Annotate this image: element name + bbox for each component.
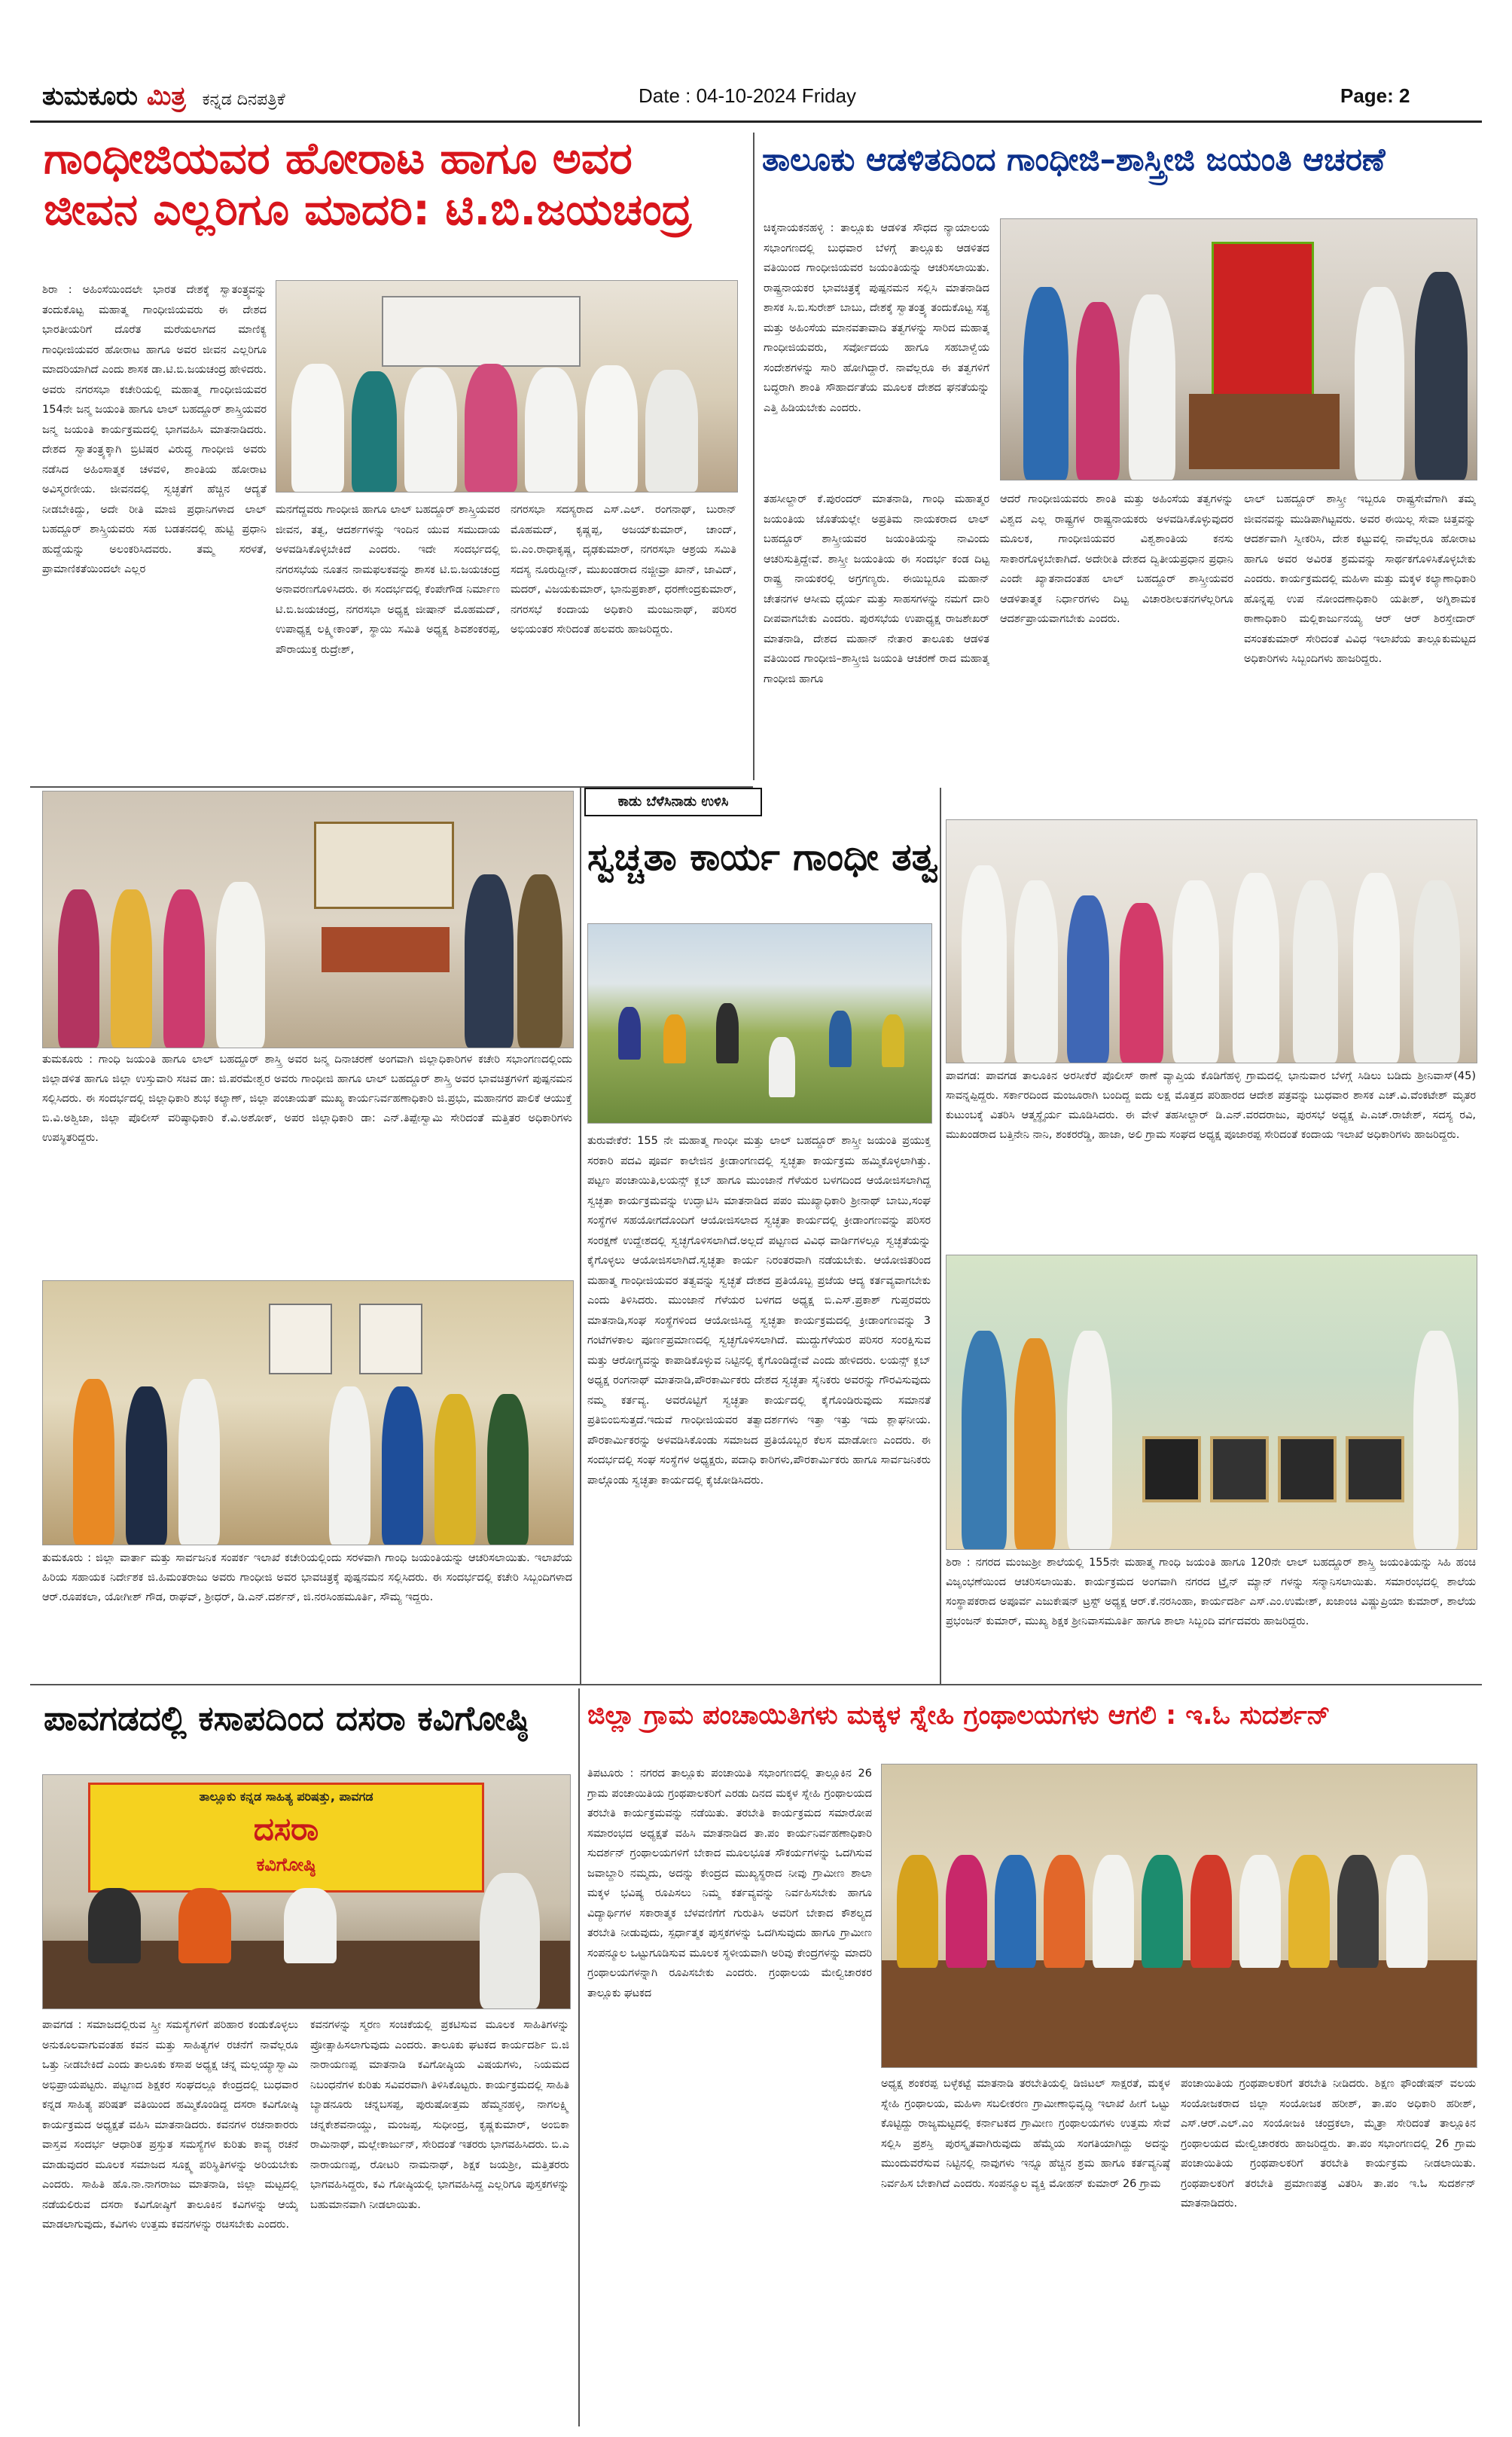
photo-person: [382, 1386, 423, 1545]
photo-person: [1044, 1855, 1085, 1968]
photo-person: [352, 371, 397, 492]
taluk-headline: ತಾಲೂಕು ಆಡಳಿತದಿಂದ ಗಾಂಧೀಜಿ–ಶಾಸ್ತ್ರೀಜಿ ಜಯಂತಿ ಆಚರಣೆ: [762, 141, 1385, 178]
photo-person: [1415, 272, 1468, 480]
taluk-photo: [1000, 218, 1477, 480]
photo-person: [1233, 873, 1279, 1063]
page-number: Page: 2: [1340, 84, 1410, 107]
dasara-banner: [88, 1783, 484, 1893]
dasara-col2: ಕವನಗಳನ್ನು ಸ್ಮರಣ ಸಂಚಿಕೆಯಲ್ಲಿ ಪ್ರಕಟಿಸುವ ಮೂಲಕ ಸಾಹಿತಿಗಳನ್ನು ಪ್ರೋತ್ಸಾಹಿಸಲಾಗುವುದು ಎಂದರು. ತಾಲೂಕು ಘಟಕದ ಕಾರ್ಯದರ್ಶಿ ಬಿ.ಜಿ ನಾರಾಯಣಪ್ಪ ಮಾತನಾಡಿ ಕವಿಗೋಷ್ಠಿಯ ವಿಷಯಗಳು, ನಿಯಮದ ನಿಬಂಧನೆಗಳ ಕುರಿತು ಸವಿವರವಾಗಿ ತಿಳಿಸಿಕೊಟ್ಟರು. ಕಾರ್ಯಕ್ರಮದಲ್ಲಿ ಸಾಹಿತಿ ಬ್ಯಾಡನೂರು ಚನ್ನಬಸಪ್ಪ, ಪುರುಷೋತ್ತಮ ಹೆಮ್ಮನಹಳ್ಳಿ, ನಾಗಲಕ್ಷ್ಮಿ ಚನ್ನಕೇಶವನಾಯ್ಡು, ಮಂಜಪ್ಪ, ಸುಧೀಂದ್ರ, ಕೃಷ್ಣಕುಮಾರ್, ಅಂಬಿಕಾ ರಾಮಿನಾಥ್, ಮಲ್ಲೇಕಾರ್ಜುನ್, ಸೇರಿದಂತೆ ಇತರರು ಭಾಗವಹಿಸಿದರು. ಬಿ.ಎ ನಾರಾಯಣಪ್ಪ, ರೋಟರಿ ನಾಮನಾಥ್, ಶಿಕ್ಷಕ ಜಯಶ್ರೀ, ಮತ್ತಿತರರು ಭಾಗವಹಿಸಿದ್ದರು, ಕವಿ ಗೋಷ್ಠಿಯಲ್ಲಿ ಭಾಗವಹಿಸಿದ್ದ ಎಲ್ಲರಿಗೂ ಪುಸ್ತಕಗಳನ್ನು ಬಹುಮಾನವಾಗಿ ನೀಡಲಾಯಿತು.: [310, 2019, 569, 2211]
photo-person: [1190, 1855, 1232, 1968]
column-divider: [753, 133, 754, 780]
photo-person: [962, 1331, 1007, 1549]
photo-person: [1093, 1855, 1134, 1968]
gandhi-horata-col2: ಮನಗೆದ್ದವರು ಗಾಂಧೀಜಿ ಹಾಗೂ ಲಾಲ್ ಬಹದ್ದೂರ್ ಶಾಸ್ತ್ರಿಯವರ ಜೀವನ, ತತ್ವ, ಆದರ್ಶಗಳನ್ನು ಇಂದಿನ ಯುವ ಸಮುದಾಯ ಅಳವಡಿಸಿಕೊಳ್ಳಬೇಕಿದೆ ಎಂದರು. ಇದೇ ಸಂದರ್ಭದಲ್ಲಿ ನಗರಸಭೆಯ ನೂತನ ನಾಮಫಲಕವನ್ನು ಶಾಸಕ ಟಿ.ಬಿ.ಜಯಚಂದ್ರ ಅನಾವರಣಗೊಳಿಸಿದರು. ಈ ಸಂದರ್ಭದಲ್ಲಿ ಕೆಂಪೇಗೌಡ ನಿರ್ಮಾಣ ಟಿ.ಬಿ.ಜಯಚಂದ್ರ, ನಗರಸಭಾ ಅಧ್ಯಕ್ಷ ಜೀಷಾನ್ ಮೊಹಮದ್, ಉಪಾಧ್ಯಕ್ಷ ಲಕ್ಷ್ಮೀಕಾಂತ್, ಸ್ಥಾಯಿ ಸಮಿತಿ ಅಧ್ಯಕ್ಷ ಶಿವಶಂಕರಪ್ಪ, ಪೌರಾಯುಕ್ತ ರುದ್ರೇಶ್,: [276, 504, 500, 656]
swachhata-photo: [587, 923, 932, 1124]
photo-person: [962, 865, 1007, 1063]
pavagada-photo: [946, 819, 1477, 1063]
photo-person: [487, 1394, 529, 1545]
conference-table: [882, 1960, 1477, 2067]
masthead-name-2: ಮಿತ್ರ: [146, 81, 186, 111]
photo-person: [517, 874, 562, 1048]
portrait-4: [1346, 1436, 1404, 1502]
masthead-name-1: ತುಮಕೂರು: [42, 81, 138, 111]
tumkur-dc-caption: ತುಮಕೂರು : ಗಾಂಧಿ ಜಯಂತಿ ಹಾಗೂ ಲಾಲ್ ಬಹದ್ದೂರ್ ಶಾಸ್ತ್ರಿ ಅವರ ಜನ್ಮ ದಿನಾಚರಣೆ ಅಂಗವಾಗಿ ಜಿಲ್ಲಾಧಿಕಾರಿಗಳ ಕಚೇರಿ ಸಭಾಂಗಣದಲ್ಲಿಂದು ಜಿಲ್ಲಾಡಳಿತ ಹಾಗೂ ಜಿಲ್ಲಾ ಉಸ್ತುವಾರಿ ಸಚಿವ ಡಾ: ಜಿ.ಪರಮೇಶ್ವರ ಅವರು ಗಾಂಧೀಜಿ ಹಾಗೂ ಲಾಲ್ ಬಹದ್ದೂರ್ ಶಾಸ್ತ್ರಿ ಅವರ ಭಾವಚಿತ್ರಗಳಿಗೆ ಪುಷ್ಪನಮನ ಸಲ್ಲಿಸಿದರು. ಈ ಸಂದರ್ಭದಲ್ಲಿ ಜಿಲ್ಲಾಧಿಕಾರಿ ಶುಭ ಕಲ್ಯಾಣ್, ಜಿಲ್ಲಾ ಪಂಚಾಯತ್ ಮುಖ್ಯ ಕಾರ್ಯನಿರ್ವಹಣಾಧಿಕಾರಿ ಜಿ.ಪ್ರಭು, ಮಹಾನಗರ ಪಾಲಿಕೆ ಆಯುಕ್ತೆ ಬಿ.ವಿ.ಅಶ್ವಿಜಾ, ಜಿಲ್ಲಾ ಪೊಲೀಸ್ ವರಿಷ್ಠಾಧಿಕಾರಿ ಕೆ.ವಿ.ಅಶೋಕ್, ಅಪರ ಜಿಲ್ಲಾಧಿಕಾರಿ ಡಾ: ಎನ್.ತಿಪ್ಪೇಸ್ವಾಮಿ ಸೇರಿದಂತೆ ಮತ್ತಿತರ ಅಧಿಕಾರಿಗಳು ಉಪಸ್ಥಿತರಿದ್ದರು.: [42, 1054, 572, 1144]
masthead-tagline: ಕನ್ನಡ ದಿನಪತ್ರಿಕೆ: [202, 90, 285, 109]
photo-person: [1120, 903, 1163, 1063]
photo-person: [618, 1007, 641, 1060]
photo-person: [1023, 287, 1068, 480]
photo-person: [645, 370, 698, 492]
taluk-col1-bottom: ತಹಸೀಲ್ದಾರ್ ಕೆ.ಪುರಂದರ್ ಮಾತನಾಡಿ, ಗಾಂಧಿ ಮಹಾತ್ಮರ ಜಯಂತಿಯ ಜೊತೆಯಲ್ಲೇ ಅಪ್ರತಿಮ ನಾಯಕರಾದ ಲಾಲ್ ಬಹದ್ದೂರ್ ಶಾಸ್ತ್ರೀಯವರ ಜಯಂತಿಯನ್ನು ನಾವಿಂದು ಆಚರಿಸುತ್ತಿದ್ದೇವೆ. ಶಾಸ್ತ್ರೀ ಜಯಂತಿಯ ಈ ಸಂದರ್ಭ ಕಂಡ ದಿಟ್ಟ ರಾಷ್ಟ್ರ ನಾಯಕರಲ್ಲಿ ಅಗ್ರಗಣ್ಯರು. ಈಯಿಬ್ಬರೂ ಮಹಾನ್ ಚೇತನಗಳ ಆಸೀಮ ಧೈರ್ಯ ಮತ್ತು ಸಾಹಸಗಳನ್ನು ನಮಗೆ ದಾರಿ ದೀಪವಾಗಬೇಕು ಎಂದರು. ಪುರಸಭೆಯ ಉಪಾಧ್ಯಕ್ಷ ರಾಜಶೇಖರ್ ಮಾತನಾಡಿ, ದೇಶದ ಮಹಾನ್ ನೇತಾರ ತಾಲೂಕು ಆಡಳಿತ ವತಿಯಿಂದ ಗಾಂಧೀಜಿ–ಶಾಸ್ತ್ರೀಜಿ ಜಯಂತಿ ಆಚರಣೆ ರಾದ ಮಹಾತ್ಮ ಗಾಂಧೀಜಿ ಹಾಗೂ: [764, 493, 989, 685]
photo-person: [946, 1855, 987, 1968]
tumkur-dc-photo: [42, 791, 574, 1048]
gandhi-horata-col1: ಶಿರಾ : ಅಹಿಂಸೆಯಿಂದಲೇ ಭಾರತ ದೇಶಕ್ಕೆ ಸ್ವಾತಂತ್ರ್ಯವನ್ನು ತಂದುಕೊಟ್ಟ ಮಹಾತ್ಮ ಗಾಂಧೀಜಿಯವರು ಈ ದೇಶದ ಭಾರತೀಯರಿಗೆ ದೊರೆತ ಮರೆಯಲಾಗದ ಮಾಣಿಕ್ಯ ಗಾಂಧೀಜಿಯವರ ಹೋರಾಟ ಹಾಗೂ ಅವರ ಜೀವನ ಎಲ್ಲರಿಗೂ ಮಾದರಿಯಾಗಿದೆ ಎಂದು ಶಾಸಕ ಡಾ.ಟಿ.ಬಿ.ಜಯಚಂದ್ರ ಹೇಳಿದರು. ಅವರು ನಗರಸಭಾ ಕಚೇರಿಯಲ್ಲಿ ಮಹಾತ್ಮ ಗಾಂಧೀಜಿಯವರ 154ನೇ ಜನ್ಮ ಜಯಂತಿ ಹಾಗೂ ಲಾಲ್ ಬಹದ್ದೂರ್ ಶಾಸ್ತ್ರಿಯವರ ಜನ್ಮ ಜಯಂತಿ ಕಾರ್ಯಕ್ರಮದಲ್ಲಿ ಭಾಗವಹಿಸಿ ಮಾತನಾಡಿದರು. ದೇಶದ ಸ್ವಾತಂತ್ರ್ಯಕ್ಕಾಗಿ ಬ್ರಿಟಿಷರ ವಿರುದ್ಧ ಗಾಂಧೀಜಿ ಅವರು ನಡೆಸಿದ ಅಹಿಂಸಾತ್ಮಕ ಚಳವಳಿ, ಶಾಂತಿಯ ಹೋರಾಟ ಅವಿಸ್ಮರಣೀಯ. ಜೀವನದಲ್ಲಿ ಸ್ವಚ್ಛತೆಗೆ ಹೆಚ್ಚಿನ ಆದ್ಯತೆ ನೀಡಬೇಕಿದ್ದು, ಅದೇ ರೀತಿ ಮಾಜಿ ಪ್ರಧಾನಿಗಳಾದ ಲಾಲ್ ಬಹದ್ದೂರ್ ಶಾಸ್ತ್ರಿಯವರು ಸಹ ಬಡತನದಲ್ಲಿ ಹುಟ್ಟಿ ಪ್ರಧಾನಿ ಹುದ್ದೆಯನ್ನು ಅಲಂಕರಿಸಿದವರು. ತಮ್ಮ ಸರಳತೆ, ಪ್ರಾಮಾಣಿಕತೆಯಿಂದಲೇ ಎಲ್ಲರ: [42, 284, 267, 575]
photo-person: [716, 1003, 739, 1063]
swachhata-headline: ಸ್ವಚ್ಚತಾ ಕಾರ್ಯ ಗಾಂಧೀ ತತ್ವ: [587, 835, 939, 879]
library-headline: ಜಿಲ್ಲಾ ಗ್ರಾಮ ಪಂಚಾಯಿತಿಗಳು ಮಕ್ಕಳ ಸ್ನೇಹಿ ಗ್ರಂಥಾಲಯಗಳು ಆಗಲಿ : ಇ.ಓ ಸುದರ್ಶನ್: [587, 1700, 1331, 1731]
column-divider-2: [580, 788, 581, 1684]
photo-person: [1413, 1331, 1459, 1549]
photo-person: [897, 1855, 938, 1968]
photo-person: [1288, 1855, 1330, 1968]
photo-person: [1293, 880, 1338, 1063]
photo-person: [291, 364, 344, 492]
swachhata-body: ತುರುವೇಕೆರೆ: 155 ನೇ ಮಹಾತ್ಮ ಗಾಂಧೀ ಮತ್ತು ಲಾಲ್ ಬಹದ್ದೂರ್ ಶಾಸ್ತ್ರೀ ಜಯಂತಿ ಪ್ರಯುಕ್ತ ಸರಕಾರಿ ಪದವಿ ಪೂರ್ವ ಕಾಲೇಜಿನ ಕ್ರೀಡಾಂಗಣದಲ್ಲಿ ಸ್ವಚ್ಛತಾ ಕಾರ್ಯಕ್ರಮ ಹಮ್ಮಿಕೊಳ್ಳಲಾಗಿತ್ತು. ಪಟ್ಟಣ ಪಂಚಾಯಿತಿ,ಲಯನ್ಸ್ ಕ್ಲಬ್ ಹಾಗೂ ಮುಂಜಾನೆ ಗೆಳೆಯರ ಬಳಗದಿಂದ ಆಯೋಜಿಸಲಾಗಿದ್ದ ಸ್ವಚ್ಛತಾ ಕಾರ್ಯಕ್ರಮವನ್ನು ಉದ್ಘಾಟಿಸಿ ಮಾತನಾಡಿದ ಪಪಂ ಮುಖ್ಯಾಧಿಕಾರಿ ಶ್ರೀನಾಥ್ ಬಾಬು,ಸಂಘ ಸಂಸ್ಥೆಗಳ ಸಹಯೋಗದೊಂದಿಗೆ ಆಯೋಜಿಸಲಾದ ಸ್ವಚ್ಛತಾ ಕಾರ್ಯದಲ್ಲಿ ಕ್ರೀಡಾಂಗಣವನ್ನು ಪರಿಸರ ಸಂರಕ್ಷಣೆ ಉದ್ದೇಶದಲ್ಲಿ ಸ್ವಚ್ಛಗೊಳಿಸಲಾಗಿದೆ.ಅಲ್ಲದೆ ಪಟ್ಟಣದ ವಿವಿಧ ವಾರ್ಡಿಗಳಲ್ಲೂ ಸ್ವಚ್ಛತೆಯನ್ನು ಕೈಗೊಳ್ಳಲು ಆಯೋಜಿಸಲಾಗಿದೆ.ಸ್ವಚ್ಛತಾ ಕಾರ್ಯ ನಿರಂತರವಾಗಿ ನಡೆಯಬೇಕು. ಆಯೋಜಿತರಿಂದ ಮಹಾತ್ಮ ಗಾಂಧೀಜಿಯವರ ತತ್ವವನ್ನು ಸ್ವಚ್ಛತೆ ದೇಶದ ಪ್ರತಿಯೊಬ್ಬ ಪ್ರಜೆಯ ಆದ್ಯ ಕರ್ತವ್ಯವಾಗಬೇಕು ಎಂದು ತಿಳಿಸಿದರು. ಮುಂಜಾನೆ ಗೆಳೆಯರ ಬಳಗದ ಅಧ್ಯಕ್ಷ ಬಿ.ಎಸ್.ಪ್ರಕಾಶ್ ಗುಪ್ತರವರು ಮಾತನಾಡಿ,ಸಂಘ ಸಂಸ್ಥೆಗಳಿಂದ ಆಯೋಜಿಸಿದ್ದ ಸ್ವಚ್ಛತಾ ಕಾರ್ಯಕ್ರಮದಲ್ಲಿ ಕ್ರೀಡಾಂಗಣವನ್ನು 3 ಗಂಟೆಗಳಕಾಲ ಪೂರ್ಣಪ್ರಮಾಣದಲ್ಲಿ ಸ್ವಚ್ಛಗೊಳಿಸಲಾಗಿದೆ. ಮುದ್ದುಗೆಳೆಯರ ಪರಿಸರ ಸಂರಕ್ಷಿಸುವ ಮತ್ತು ಆರೋಗ್ಯವನ್ನು ಕಾಪಾಡಿಕೊಳ್ಳುವ ನಿಟ್ಟಿನಲ್ಲಿ ಕೈಗೊಂಡಿದ್ದೇವೆ ಎಂದು ಹೇಳಿದರು. ಲಯನ್ಸ್ ಕ್ಲಬ್ ಅಧ್ಯಕ್ಷ ರಂಗನಾಥ್ ಮಾತನಾಡಿ,ಪೌರಕಾರ್ಮಿಕರು ದೇಶದ ಸ್ವಚ್ಛತಾ ಸೈನಿಕರು ಅವರನ್ನು ಗೌರವಿಸುವುದು ನಮ್ಮ ಕರ್ತವ್ಯ. ಅವರೊಟ್ಟಿಗೆ ಸ್ವಚ್ಛತಾ ಕಾರ್ಯದಲ್ಲಿ ಕೈಗೊಂಡಿರುವುದು ಸಮಾನತೆ ಪ್ರತಿಬಿಂಬಿಸುತ್ತದೆ.ಇದುವೆ ಗಾಂಧೀಜಿಯವರ ತತ್ವಾದರ್ಶಗಳು ಇತ್ತಾ ಇತ್ತು ಇದು ಶ್ಲಾಘನೀಯ. ಪೌರಕಾರ್ಮಿಕರನ್ನು ಅಳವಡಿಸಿಕೊಂಡು ಸಮಾಜದ ಪ್ರತಿಯೊಬ್ಬರ ಕೆಲಸ ಮಾಡೋಣ ಎಂದರು. ಈ ಸಂದರ್ಭದಲ್ಲಿ ಸಂಘ ಸಂಸ್ಥೆಗಳ ಅಧ್ಯಕ್ಷರು, ಪದಾಧಿ ಕಾರಿಗಳು,ಪೌರಕಾರ್ಮಿಕರು ಹಾಗೂ ಸಾರ್ವಜನಿಕರು ಪಾಲ್ಗೊಂಡು ಸ್ವಚ್ಛತಾ ಕಾರ್ಯದಲ್ಲಿ ಕೈಜೋಡಿಸಿದರು.: [587, 1135, 931, 1487]
photo-person: [329, 1386, 370, 1545]
taluk-col1-top: ಚಿಕ್ಕನಾಯಕನಹಳ್ಳಿ : ತಾಲ್ಲೂಕು ಆಡಳಿತ ಸೌಧದ ನ್ಯಾಯಾಲಯ ಸಭಾಂಗಣದಲ್ಲಿ ಬುಧವಾರ ಬೆಳಗ್ಗೆ ತಾಲ್ಲೂಕು ಆಡಳಿತದ ವತಿಯಿಂದ ಗಾಂಧೀಜಿಯವರ ಜಯಂತಿಯನ್ನು ಆಚರಿಸಲಾಯಿತು. ರಾಷ್ಟ್ರನಾಯಕರ ಭಾವಚಿತ್ರಕ್ಕೆ ಪುಷ್ಪನಮನ ಸಲ್ಲಿಸಿ ಮಾತನಾಡಿದ ಶಾಸಕ ಸಿ.ಬಿ.ಸುರೇಶ್ ಬಾಬು, ದೇಶಕ್ಕೆ ಸ್ವಾತಂತ್ರ್ಯ ತಂದುಕೊಟ್ಟ ಸತ್ಯ ಮತ್ತು ಅಹಿಂಸೆಯ ಮಾನವತಾವಾದಿ ತತ್ವಗಳನ್ನು ಸಾರಿದ ಮಹಾತ್ಮ ಗಾಂಧೀಜಿಯವರು, ಸರ್ವೋದಯ ಹಾಗೂ ಸಹಬಾಳ್ವೆಯ ಸಂದೇಶಗಳನ್ನು ಸಾರಿ ಹೋಗಿದ್ದಾರೆ. ನಾವೆಲ್ಲರೂ ಈ ತತ್ವಗಳಿಗೆ ಬದ್ಧರಾಗಿ ಶಾಂತಿ ಸೌಹಾರ್ದತೆಯ ಮೂಲಕ ದೇಶದ ಘನತೆಯನ್ನು ಎತ್ತಿ ಹಿಡಿಯಬೇಕು ಎಂದರು.: [764, 222, 989, 414]
dasara-photo: [42, 1774, 571, 2009]
portrait-2: [1210, 1436, 1269, 1502]
masthead-logo: [42, 81, 285, 111]
photo-person: [1129, 294, 1175, 480]
shira-school-caption: ಶಿರಾ : ನಗರದ ಮಂಜುಶ್ರೀ ಶಾಲೆಯಲ್ಲಿ 155ನೇ ಮಹಾತ್ಮ ಗಾಂಧಿ ಜಯಂತಿ ಹಾಗೂ 120ನೇ ಲಾಲ್ ಬಹದ್ದೂರ್ ಶಾಸ್ತ್ರಿ ಜಯಂತಿಯನ್ನು ಸಿಹಿ ಹಂಚಿ ವಿಜೃಂಭಣೆಯಿಂದ ಆಚರಿಸಲಾಯಿತು. ಕಾರ್ಯಕ್ರಮದ ಅಂಗವಾಗಿ ನಗರದ ಟ್ರೈನ್ ಮ್ಯಾನ್‌ ಗಳನ್ನು ಸನ್ಮಾನಿಸಲಾಯಿತು. ಸಮಾರಂಭದಲ್ಲಿ ಶಾಲೆಯ ಸಂಸ್ಥಾಪಕರಾದ ಅಪೂರ್ವ ಎಜುಕೇಷನ್ ಟ್ರಸ್ಟ್ ಅಧ್ಯಕ್ಷ ಆರ್.ಕೆ.ನರಸಿಂಹಾ, ಕಾರ್ಯದರ್ಶಿ ಎಸ್.ಎಂ.ಉಮೇಶ್, ಖಜಾಂಚಿ ವಿಷ್ಣುಪ್ರಿಯಾ ಕುಮಾರ್, ಶಾಲೆಯ ಪ್ರಭಂಜನ್ ಕುಮಾರ್, ಮುಖ್ಯ ಶಿಕ್ಷಕ ಶ್ರೀನಿವಾಸಮೂರ್ತಿ ಹಾಗೂ ಶಾಲಾ ಸಿಬ್ಬಂದಿ ವರ್ಗದವರು ಹಾಜರಿದ್ದರು.: [946, 1557, 1476, 1627]
frame-1: [269, 1304, 332, 1374]
varthe-caption: ತುಮಕೂರು : ಜಿಲ್ಲಾ ವಾರ್ತಾ ಮತ್ತು ಸಾರ್ವಜನಿಕ ಸಂಪರ್ಕ ಇಲಾಖೆ ಕಚೇರಿಯಲ್ಲಿಂದು ಸರಳವಾಗಿ ಗಾಂಧಿ ಜಯಂತಿಯನ್ನು ಆಚರಿಸಲಾಯಿತು. ಇಲಾಖೆಯ ಹಿರಿಯ ಸಹಾಯಕ ನಿರ್ದೇಶಕ ಜಿ.ಹಿಮಂತರಾಜು ಅವರು ಗಾಂಧೀಜಿ ಅವರ ಭಾವಚಿತ್ರಕ್ಕೆ ಪುಷ್ಪನಮನ ಸಲ್ಲಿಸಿದರು. ಈ ಸಂದರ್ಭದಲ್ಲಿ ಕಚೇರಿ ಸಿಬ್ಬಂದಿಗಳಾದ ಆರ್.ರೂಪಕಲಾ, ಯೋಗೀಶ್ ಗೌಡ, ರಾಘವ್, ಶ್ರೀಧರ್, ಡಿ.ಎನ್.ದರ್ಶನ್, ಜಿ.ನರಸಿಂಹಮೂರ್ತಿ, ಸೌಮ್ಯ ಇದ್ದರು.: [42, 1552, 572, 1603]
photo-person: [1353, 873, 1400, 1063]
dasara-headline: ಪಾವಗಡದಲ್ಲಿ ಕಸಾಪದಿಂದ ದಸರಾ ಕವಿಗೋಷ್ಠಿ: [44, 1698, 529, 1738]
column-divider-4: [578, 1688, 580, 2426]
photo-person: [284, 1888, 337, 1963]
photo-person: [465, 364, 517, 492]
library-photo: [881, 1764, 1477, 2068]
column-divider-3: [940, 788, 941, 1684]
photo-person: [434, 1394, 476, 1545]
banner-line3: ಕವಿಗೋಷ್ಠಿ: [256, 1854, 316, 1875]
photo-person: [480, 1873, 540, 2008]
photo-person: [663, 1014, 686, 1063]
photo-person: [1142, 1855, 1183, 1968]
photo-person: [769, 1037, 795, 1097]
shira-school-photo: [946, 1255, 1477, 1550]
photo-person: [88, 1888, 141, 1963]
photo-person: [1239, 1855, 1281, 1968]
swachhata-tag: ಕಾಡು ಬೆಳೆಸಿನಾಡು ಉಳಿಸಿ: [584, 788, 762, 816]
photo-person: [1413, 880, 1460, 1063]
photo-person: [111, 889, 152, 1048]
photo-person: [1337, 1855, 1379, 1968]
library-col1: ತಿಪಟೂರು : ನಗರದ ತಾಲ್ಲೂಕು ಪಂಚಾಯಿತಿ ಸಭಾಂಗಣದಲ್ಲಿ ತಾಲ್ಲೂಕಿನ 26 ಗ್ರಾಮ ಪಂಚಾಯಿತಿಯ ಗ್ರಂಥಪಾಲಕರಿಗೆ ಎರಡು ದಿನದ ಮಕ್ಕಳ ಸ್ನೇಹಿ ಗ್ರಂಥಾಲಯದ ತರಬೇತಿ ಕಾರ್ಯಕ್ರಮವನ್ನು ನಡೆಯಿತು. ತರಬೇತಿ ಕಾರ್ಯಕ್ರಮದ ಸಮಾರೋಪ ಸಮಾರಂಭದ ಅಧ್ಯಕ್ಷತೆ ವಹಿಸಿ ಮಾತನಾಡಿದ ತಾ.ಪಂ ಕಾರ್ಯನಿರ್ವಹಣಾಧಿಕಾರಿ ಸುದರ್ಶನ್ ಗ್ರಂಥಾಲಯಗಳಿಗೆ ಬೇಕಾದ ಮೂಲಭೂತ ಸೌಕರ್ಯಗಳನ್ನು ಒದಗಿಸುವ ಜವಾಬ್ದಾರಿ ನಮ್ಮದು, ಅದನ್ನು ಕೇಂದ್ರದ ಮುಖ್ಯಸ್ಥರಾದ ನೀವು ಗ್ರಾಮೀಣ ಶಾಲಾ ಮಕ್ಕಳ ಭವಿಷ್ಯ ರೂಪಿಸಲು ನಿಮ್ಮ ಕರ್ತವ್ಯವನ್ನು ನಿರ್ವಹಿಸಬೇಕು ಹಾಗೂ ವಿದ್ಯಾರ್ಥಿಗಳ ಸಕಾರಾತ್ಮಕ ಬೆಳವಣಿಗೆಗೆ ಗುರುತಿಸಿ ಅವರಿಗೆ ಬೇಕಾದ ಕೌಶಲ್ಯದ ತರಬೇತಿ ನೀಡುವುದು, ಸ್ಪರ್ಧಾತ್ಮಕ ಪುಸ್ತಕಗಳನ್ನು ಒದಗಿಸುವುದು ಹಾಗೂ ಗ್ರಾಮೀಣ ಸಂಪನ್ಮೂಲ ಒಟ್ಟುಗೂಡಿಸುವ ಮೂಲಕ ಸ್ಥಳೀಯವಾಗಿ ಅರಿವು ಕೇಂದ್ರಗಳನ್ನು ಮಾದರಿ ಗ್ರಂಥಾಲಯಗಳನ್ನಾಗಿ ರೂಪಿಸಬೇಕು ಎಂದರು. ಗ್ರಂಥಾಲಯ ಮೇಲ್ವಿಚಾರಕರ ತಾಲ್ಲೂಕು ಘಟಕದ: [587, 1768, 872, 1999]
masthead-divider: [30, 120, 1482, 123]
taluk-col2: ಆದರೆ ಗಾಂಧೀಜಿಯವರು ಶಾಂತಿ ಮತ್ತು ಅಹಿಂಸೆಯ ತತ್ವಗಳನ್ನು ವಿಶ್ವದ ಎಲ್ಲ ರಾಷ್ಟ್ರಗಳ ರಾಷ್ಟ್ರನಾಯಕರು ಅಳವಡಿಸಿಕೊಳ್ಳುವುದರ ಮೂಲಕ, ಗಾಂಧೀಜಿಯವರ ವಿಶ್ವಶಾಂತಿಯ ಕನಸು ಸಾಕಾರಗೊಳ್ಳಬೇಕಾಗಿದೆ. ಅದೇರೀತಿ ದೇಶದ ದ್ವಿತೀಯಪ್ರಧಾನ ಪ್ರಧಾನಿ ಎಂದೇ ಖ್ಯಾತನಾದಂತಹ ಲಾಲ್ ಬಹದ್ದೂರ್ ಶಾಸ್ತ್ರೀಯವರ ಆಡಳಿತಾತ್ಮಕ ನಿರ್ಧಾರಗಳು ದಿಟ್ಟ ವಿಚಾರಶೀಲತನಗಳೆಲ್ಲರಿಗೂ ಆದರ್ಶಪ್ರಾಯವಾಗಬೇಕು ಎಂದರು.: [1000, 493, 1233, 625]
issue-date: Date : 04-10-2024 Friday: [639, 84, 857, 107]
gandhi-horata-headline-2: ಜೀವನ ಎಲ್ಲರಿಗೂ ಮಾದರಿ: ಟಿ.ಬಿ.ಜಯಚಂದ್ರ: [44, 184, 692, 235]
photo-person: [1067, 1331, 1112, 1549]
photo-person: [58, 889, 99, 1048]
photo-person: [1014, 880, 1058, 1063]
photo-person: [216, 882, 265, 1048]
row-divider-2: [30, 1684, 1482, 1685]
library-col2: ಅಧ್ಯಕ್ಷ ಶಂಕರಪ್ಪ ಬಳ್ಳೆಕಟ್ಟೆ ಮಾತನಾಡಿ ತರಬೇತಿಯಲ್ಲಿ ಡಿಜಿಟಲ್ ಸಾಕ್ಷರತೆ, ಮಕ್ಕಳ ಸ್ನೇಹಿ ಗ್ರಂಥಾಲಯ, ಮಹಿಳಾ ಸಬಲೀಕರಣ ಗ್ರಾಮೀಣಾಭಿವೃದ್ಧಿ ಇಲಾಖೆ ಹೀಗೆ ಒಟ್ಟು ಕೊಟ್ಟಿದ್ದು ರಾಜ್ಯಮಟ್ಟದಲ್ಲಿ ಕರ್ನಾಟಕದ ಗ್ರಾಮೀಣ ಗ್ರಂಥಾಲಯಗಳು ಉತ್ತಮ ಸೇವೆ ಸಲ್ಲಿಸಿ ಪ್ರಶಸ್ತಿ ಪುರಸ್ಕೃತವಾಗಿರುವುದು ಹೆಮ್ಮೆಯ ಸಂಗತಿಯಾಗಿದ್ದು ಅದನ್ನು ಮುಂದುವರೆಸುವ ನಿಟ್ಟಿನಲ್ಲಿ ನಾವುಗಳು ಇನ್ನೂ ಹೆಚ್ಚಿನ ಶ್ರಮ ಹಾಗೂ ಕರ್ತವ್ಯನಿಷ್ಠೆ ನಿರ್ವಹಿಸ ಬೇಕಾಗಿದೆ ಎಂದರು. ಸಂಪನ್ಮೂಲ ವ್ಯಕ್ತಿ ಮೋಹನ್ ಕುಮಾರ್ 26 ಗ್ರಾಮ: [881, 2078, 1170, 2190]
photo-person: [1067, 895, 1109, 1063]
photo-person: [585, 365, 638, 492]
photo-person: [404, 368, 457, 492]
photo-person: [882, 1014, 904, 1067]
photo-person: [525, 368, 578, 492]
portrait-3: [1278, 1436, 1337, 1502]
photo-person: [1076, 302, 1120, 480]
notice-board: [382, 296, 581, 367]
dasara-col1: ಪಾವಗಡ : ಸಮಾಜದಲ್ಲಿರುವ ಸ್ತ್ರೀ ಸಮಸ್ಯೆಗಳಿಗೆ ಪರಿಹಾರ ಕಂಡುಕೊಳ್ಳಲು ಅನುಕೂಲವಾಗುವಂತಹ ಕವನ ಮತ್ತು ಸಾಹಿತ್ಯಗಳ ರಚನೆಗೆ ನಾವೆಲ್ಲರೂ ಒತ್ತು ನೀಡಬೇಕಿದೆ ಎಂದು ತಾಲೂಕು ಕಸಾಪ ಅಧ್ಯಕ್ಷ ಚನ್ನ ಮಲ್ಲಯ್ಯಾಸ್ವಾಮಿ ಅಭಿಪ್ರಾಯಪಟ್ಟರು. ಪಟ್ಟಣದ ಶಿಕ್ಷಕರ ಸಂಘದಲ್ಲೂ ಕೇಂದ್ರದಲ್ಲಿ ಬುಧವಾರ ಕನ್ನಡ ಸಾಹಿತ್ಯ ಪರಿಷತ್ ವತಿಯಿಂದ ಹಮ್ಮಿಕೊಂಡಿದ್ದ ದಸರಾ ಕವಿಗೋಷ್ಠಿ ಕಾರ್ಯಕ್ರಮದ ಅಧ್ಯಕ್ಷತೆ ವಹಿಸಿ ಮಾತನಾಡಿದರು. ಕವನಗಳ ರಚನಾಕಾರರು ವಾಸ್ತವ ಸಂದರ್ಭ ಆಧಾರಿತ ಪ್ರಸ್ತುತ ಸಮಸ್ಯೆಗಳ ಕುರಿತು ಕಾವ್ಯ ರಚನೆ ಮಾಡುವುದರ ಮೂಲಕ ಸಮಾಜದ ಸೂಕ್ಷ್ಮ ಪರಿಸ್ಥಿತಿಗಳನ್ನು ಅರಿಯಬೇಕು ಎಂದರು. ಸಾಹಿತಿ ಹೊ.ನಾ.ನಾಗರಾಜು ಮಾತನಾಡಿ, ಜಿಲ್ಲಾ ಮಟ್ಟದಲ್ಲಿ ನಡೆಯಲಿರುವ ದಸರಾ ಕವಿಗೋಷ್ಠಿಗೆ ತಾಲೂಕಿನ ಕವಿಗಳನ್ನು ಆಯ್ಕೆ ಮಾಡಲಾಗುವುದು, ಕವಿಗಳು ಉತ್ತಮ ಕವನಗಳನ್ನು ರಚಿಸಬೇಕು ಎಂದರು.: [42, 2019, 298, 2231]
gandhi-horata-photo: [276, 280, 738, 493]
banner-line1: ತಾಲ್ಲೂಕು ಕನ್ನಡ ಸಾಹಿತ್ಯ ಪರಿಷತ್ತು, ಪಾವಗಡ: [199, 1789, 373, 1804]
table: [1189, 394, 1340, 469]
photo-person: [126, 1386, 167, 1545]
portrait-1: [1142, 1436, 1201, 1502]
portrait-frame: [1212, 242, 1314, 397]
photo-person: [1172, 880, 1219, 1063]
portraits: [314, 822, 454, 909]
photo-person: [178, 1379, 220, 1545]
photo-person: [73, 1379, 114, 1545]
photo-person: [995, 1855, 1036, 1968]
taluk-col3: ಲಾಲ್ ಬಹದ್ದೂರ್ ಶಾಸ್ತ್ರೀ ಇಬ್ಬರೂ ರಾಷ್ಟ್ರಸೇವೆಗಾಗಿ ತಮ್ಮ ಜೀವನವನ್ನು ಮುಡಿಪಾಗಿಟ್ಟವರು. ಅವರ ಈಯಿಲ್ಲ ಸೇವಾ ಚಿತ್ತವನ್ನು ಆದರ್ಶವಾಗಿ ಸ್ವೀಕರಿಸಿ, ದೇಶ ಕಟ್ಟುವಲ್ಲಿ ನಾವೆಲ್ಲರೂ ಹೋರಾಟ ಹಾಗೂ ಅವರ ಅವಿರತ ಶ್ರಮವನ್ನು ಸಾರ್ಥಕಗೊಳಿಸಿಕೊಳ್ಳಬೇಕು ಎಂದರು. ಕಾರ್ಯಕ್ರಮದಲ್ಲಿ ಮಹಿಳಾ ಮತ್ತು ಮಕ್ಕಳ ಕಲ್ಯಾಣಾಧಿಕಾರಿ ಹೊನ್ನಪ್ಪ ಉಪ ನೋಂದಣಾಧಿಕಾರಿ ಯತೀಶ್, ಅಗ್ನಿಶಾಮಕ ಠಾಣಾಧಿಕಾರಿ ಮಲ್ಲಿಕಾರ್ಜುನಯ್ಯ ಆರ್ ಆರ್ ಶಿರಸ್ತೇದಾರ್ ವಸಂತಕುಮಾರ್ ಸೇರಿದಂತೆ ವಿವಿಧ ಇಲಾಖೆಯ ತಾಲ್ಲೂಕುಮಟ್ಟದ ಅಧಿಕಾರಿಗಳು ಸಿಬ್ಬಂದಿಗಳು ಹಾಜರಿದ್ದರು.: [1244, 493, 1476, 665]
photo-person: [163, 889, 205, 1048]
banner-line2: ದಸರಾ: [253, 1810, 319, 1847]
photo-person: [178, 1888, 231, 1963]
garland-table: [322, 927, 450, 972]
photo-person: [829, 1011, 852, 1067]
photo-person: [1355, 287, 1404, 480]
photo-person: [465, 874, 514, 1048]
photo-person: [1386, 1855, 1428, 1968]
library-col3: ಪಂಚಾಯಿತಿಯ ಗ್ರಂಥಪಾಲಕರಿಗೆ ತರಬೇತಿ ನೀಡಿದರು. ಶಿಕ್ಷಣ ಫೌಂಡೇಷನ್ ವಲಯ ಸಂಯೋಜಕರಾದ ಜಿಲ್ಲಾ ಸಂಯೋಜಕ ಹರೀಶ್, ತಾ.ಪಂ ಅಧಿಕಾರಿ ಹರೀಶ್, ಎಸ್.ಆರ್.ಎಲ್.ಎಂ ಸಂಯೋಜಕಿ ಚಂದ್ರಕಲಾ, ಮೈತ್ರಾ ಸೇರಿದಂತೆ ತಾಲ್ಲೂಕಿನ ಗ್ರಂಥಾಲಯದ ಮೇಲ್ವಿಚಾರಕರು ಹಾಜರಿದ್ದರು. ತಾ.ಪಂ ಸಭಾಂಗಣದಲ್ಲಿ 26 ಗ್ರಾಮ ಪಂಚಾಯಿತಿಯ ಗ್ರಂಥಪಾಲಕರಿಗೆ ತರಬೇತಿ ಕಾರ್ಯಕ್ರಮ ನೀಡಲಾಯಿತು. ಗ್ರಂಥಪಾಲಕರಿಗೆ ತರಬೇತಿ ಪ್ರಮಾಣಪತ್ರ ವಿತರಿಸಿ ತಾ.ಪಂ ಇ.ಓ ಸುದರ್ಶನ್ ಮಾತನಾಡಿದರು.: [1181, 2078, 1476, 2210]
frame-2: [359, 1304, 422, 1374]
pavagada-caption: ಪಾವಗಡ: ಪಾವಗಡ ತಾಲೂಕಿನ ಅರಸೀಕೆರೆ ಪೊಲೀಸ್ ಠಾಣೆ ವ್ಯಾಪ್ತಿಯ ಕೊಡಿಗೆಹಳ್ಳಿ ಗ್ರಾಮದಲ್ಲಿ ಭಾನುವಾರ ಬೆಳಗ್ಗೆ ಸಿಡಿಲು ಬಡಿದು ಶ್ರೀನಿವಾಸ್(45) ಸಾವನ್ನಪ್ಪಿದ್ದರು. ಸರ್ಕಾರದಿಂದ ಮಂಜೂರಾಗಿ ಬಂದಿದ್ದ ಐದು ಲಕ್ಷ ಮೊತ್ತದ ಪರಿಹಾರದ ಆದೇಶ ಪತ್ರವನ್ನು ಬುಧವಾರ ಶಾಸಕ ಎಚ್.ವಿ.ವೆಂಕಟೇಶ್ ಮೃತರ ಕುಟುಂಬಕ್ಕೆ ವಿತರಿಸಿ ಆತ್ಮಸ್ಥೈರ್ಯ ಮೂಡಿಸಿದರು. ಈ ವೇಳೆ ತಹಸೀಲ್ದಾರ್ ಡಿ.ಎನ್.ವರದರಾಜು, ಪುರಸಭೆ ಅಧ್ಯಕ್ಷ ಪಿ.ಎಚ್.ರಾಜೇಶ್, ಸದಸ್ಯ ರವಿ, ಮುಖಂಡರಾದ ಬತ್ತಿನೇನಿ ನಾನಿ, ಶಂಕರರೆಡ್ಡಿ, ಹಾಜಾ, ಅಲಿ ಗ್ರಾಮ ಸಂಘದ ಅಧ್ಯಕ್ಷ ಪೂಜಾರಪ್ಪ ಸೇರಿದಂತೆ ಕಂದಾಯ ಇಲಾಖೆ ಅಧಿಕಾರಿಗಳು ಹಾಜರಿದ್ದರು.: [946, 1070, 1476, 1141]
gandhi-horata-col3: ನಗರಸಭಾ ಸದಸ್ಯರಾದ ಎಸ್.ಎಲ್. ರಂಗನಾಥ್, ಬುರಾನ್ ಮೊಹಮದ್, ಕೃಷ್ಣಪ್ಪ, ಅಜಯ್‌ಕುಮಾರ್, ಚಾಂದ್, ಬಿ.ಎಂ.ರಾಧಾಕೃಷ್ಣ, ದೃಢಕುಮಾರ್, ನಗರಸಭಾ ಆಶ್ರಯ ಸಮಿತಿ ಸದಸ್ಯ ನೂರುದ್ದೀನ್, ಮುಖಂಡರಾದ ನಜ್ಜೀವ್ರಾ ಖಾನ್, ಜಾವಿದ್, ಮದರ್, ವಿಜಯಕುಮಾರ್, ಭಾನುಪ್ರಕಾಶ್, ಧರಣೇಂದ್ರಕುಮಾರ್, ನಗರಸಭೆ ಕಂದಾಯ ಅಧಿಕಾರಿ ಮಂಜುನಾಥ್, ಪರಿಸರ ಅಭಿಯಂತರ ಸೇರಿದಂತೆ ಹಲವರು ಹಾಜರಿದ್ದರು.: [511, 504, 736, 636]
gandhi-horata-headline-1: ಗಾಂಧೀಜಿಯವರ ಹೋರಾಟ ಹಾಗೂ ಅವರ: [44, 133, 633, 184]
photo-person: [1014, 1338, 1056, 1549]
varthe-photo: [42, 1280, 574, 1545]
